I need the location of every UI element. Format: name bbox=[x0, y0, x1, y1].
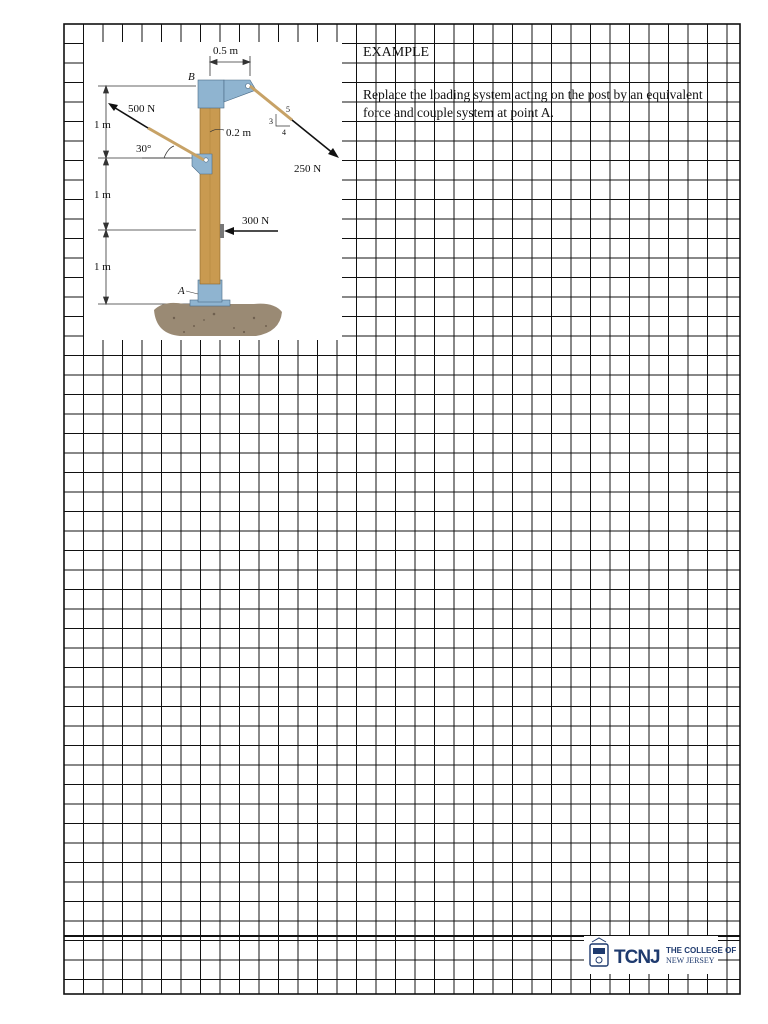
problem-text-block bbox=[363, 44, 723, 122]
side-bracket bbox=[192, 154, 212, 174]
ratio-label-5: 5 bbox=[286, 105, 290, 114]
logo-line-1: THE COLLEGE OF bbox=[666, 946, 737, 955]
angle-label: 30° bbox=[136, 143, 152, 155]
force-label-300n: 300 N bbox=[242, 215, 270, 227]
logo-abbr: TCNJ bbox=[614, 947, 660, 968]
dim-label-offset: 0.2 m bbox=[226, 127, 252, 139]
point-label-a: A bbox=[178, 285, 185, 297]
example-title: EXAMPLE bbox=[363, 45, 430, 60]
rope-500n bbox=[148, 128, 204, 160]
dim-label-3: 1 m bbox=[94, 261, 111, 273]
force-arrow-250n bbox=[292, 120, 339, 158]
problem-statement: Replace the loading system acting on the post by an equivalent force and couple system at point A. bbox=[363, 87, 703, 120]
tcnj-logo bbox=[584, 936, 737, 974]
vertical-dimension-lines bbox=[98, 86, 196, 304]
post-loading-figure bbox=[84, 42, 342, 340]
ratio-label-4: 4 bbox=[282, 128, 286, 137]
seal-icon bbox=[590, 938, 608, 966]
rope-250n bbox=[250, 86, 292, 120]
dim-label-top: 0.5 m bbox=[213, 45, 239, 57]
logo-line-2: NEW JERSEY bbox=[666, 956, 715, 965]
dim-label-1: 1 m bbox=[94, 119, 111, 131]
ground bbox=[154, 303, 282, 336]
ratio-label-3: 3 bbox=[269, 117, 273, 126]
top-bracket-arm bbox=[224, 80, 256, 102]
force-label-500n: 500 N bbox=[128, 103, 156, 115]
load-plate bbox=[220, 224, 224, 238]
force-arrow-300n bbox=[224, 227, 278, 235]
angle-arc bbox=[164, 146, 174, 158]
force-label-250n: 250 N bbox=[294, 163, 322, 175]
point-label-b: B bbox=[188, 71, 195, 83]
top-bracket bbox=[198, 80, 224, 108]
dim-label-2: 1 m bbox=[94, 189, 111, 201]
top-dimension bbox=[210, 56, 250, 76]
